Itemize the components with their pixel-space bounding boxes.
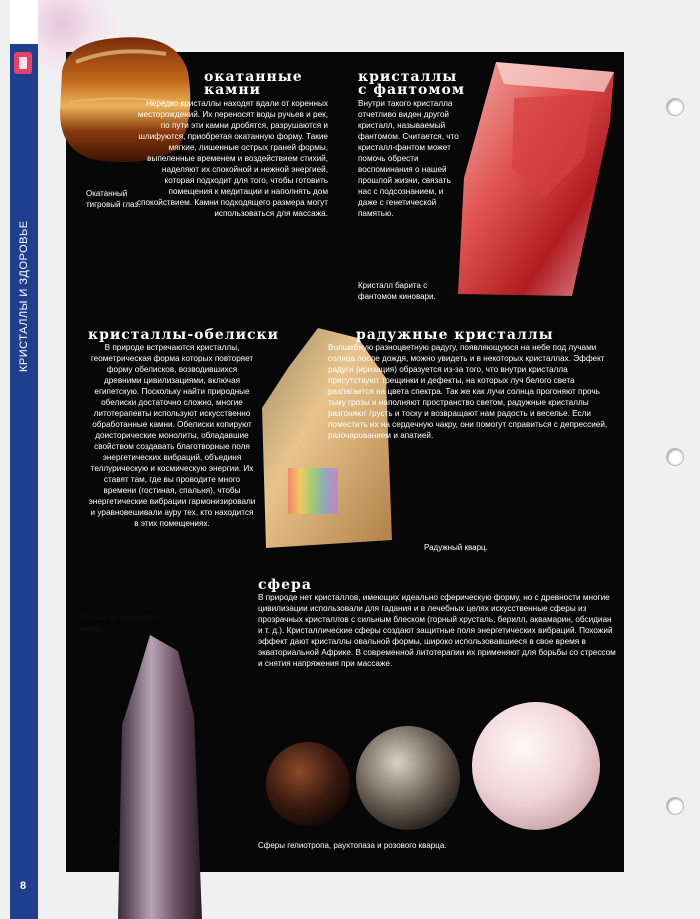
phantom-body: Внутри такого кристалла отчетливо виден другой кристалл, называемый фантомом. Считается, что кристалл-фантом может помочь обрести воспоминания о нашей прошлой жизни, связать нас с подсознанием, и даже с генетической памятью. bbox=[358, 99, 459, 218]
sphere-body: В природе нет кристаллов, имеющих идеально сферическую форму, но с древности многие цивилизации использовали для гадания и в лечебных целях искусственные сферы из прозрачных кристаллов с сильным блеском (горный хрусталь, берилл, аквамарин, обсидиан и т. д.). Кристаллические сферы создают защитные поля энергетических вибраций. Похожий эффект дают кристаллы овальной формы, широко использовавшиеся в свое время в экваториальной Африке. В современной литотерапии их применяют для борьбы со стрессом и снятия напряжения при массаже. bbox=[258, 593, 616, 668]
page-badge-icon bbox=[14, 52, 32, 74]
obelisk-caption: Обелиск из природного кварца. bbox=[76, 613, 163, 633]
phantom-caption: Кристалл барита с фантомом киновари. bbox=[358, 281, 436, 301]
phantom-title-line1: кристаллы bbox=[358, 69, 458, 85]
rainbow-body: Волшебную разноцветную радугу, появляющуюся на небе под лучами солнца после дождя, можно увидеть и в некоторых кристаллах. Эффект радуги (иризация) образуется из-за того, что внутри кристалла присутствуют трещинки и дефекты, на которых луч белого света разлагается на цвета спектра. Так же как лучи солнца прогоняют прочь тьму грозы и наполняют пространство светом, радужные кристаллы разгоняют грусть и тоску и возвращают нам радость и веселье. Если поместить их на сердечную чакру, они помогут справиться с депрессией, разочарованием и апатией. bbox=[328, 343, 608, 440]
obelisk-quartz-image bbox=[110, 635, 210, 919]
binder-hole-icon bbox=[666, 448, 684, 466]
section-label: КРИСТАЛЛЫ И ЗДОРОВЬЕ bbox=[18, 220, 30, 372]
binder-hole-icon bbox=[666, 797, 684, 815]
spheres-image bbox=[262, 702, 602, 842]
binder-hole-icon bbox=[666, 98, 684, 116]
obelisk-title: кристаллы-обелиски bbox=[88, 327, 279, 343]
rolled-title-line1: окатанные bbox=[204, 69, 303, 85]
obelisk-body: В природе встречаются кристаллы, геометрическая форма которых повторяет форму обелисков, возводившихся древними цивилизациями, включая египетскую. Поскольку найти природные обелиски достаточно сложно, многие литотерапевты используют искусственно обработанные камни. Обелиски копируют доисторические монолиты, обладавшие свойством создавать благотворные поля энергетических вибраций, объединя теллурическую и космическую энергии. Их ставят там, где вы проводите много времени (гостиная, спальня), чтобы энергетические вибрации гармонизировали и уравновешивали ауру тех, кто находится в этих помещениях. bbox=[88, 343, 256, 528]
page-number: 8 bbox=[20, 880, 27, 892]
rainbow-title: радужные кристаллы bbox=[356, 327, 554, 343]
barite-crystal-image bbox=[454, 58, 619, 300]
rolled-body: Нередко кристаллы находят вдали от коренных месторождений. Их переносят воды ручьев и рек, по пути эти камни дробятся, разрушаются и шлифуются, приобретая окатанную форму. Такие мягкие, лишенные острых граней формы, выпеленные временем и воздействием стихий, наделяют их спокойной и нежной энергией, которая подходит для того, чтобы готовить помещения к медитации и наполнять дом спокойствием. Камни подходящего размера могут использоваться для массажа. bbox=[136, 99, 328, 218]
sphere-caption: Сферы гелиотропа, раухтопаза и розового кварца. bbox=[258, 841, 447, 850]
phantom-title-line2: с фантомом bbox=[358, 82, 466, 98]
rolled-title-line2: камни bbox=[204, 82, 261, 98]
rainbow-caption: Радужный кварц. bbox=[424, 543, 488, 552]
sidebar bbox=[10, 0, 38, 919]
rolled-caption: Окатанный тигровый глаз. bbox=[86, 189, 141, 209]
sphere-title: сфера bbox=[258, 577, 312, 593]
